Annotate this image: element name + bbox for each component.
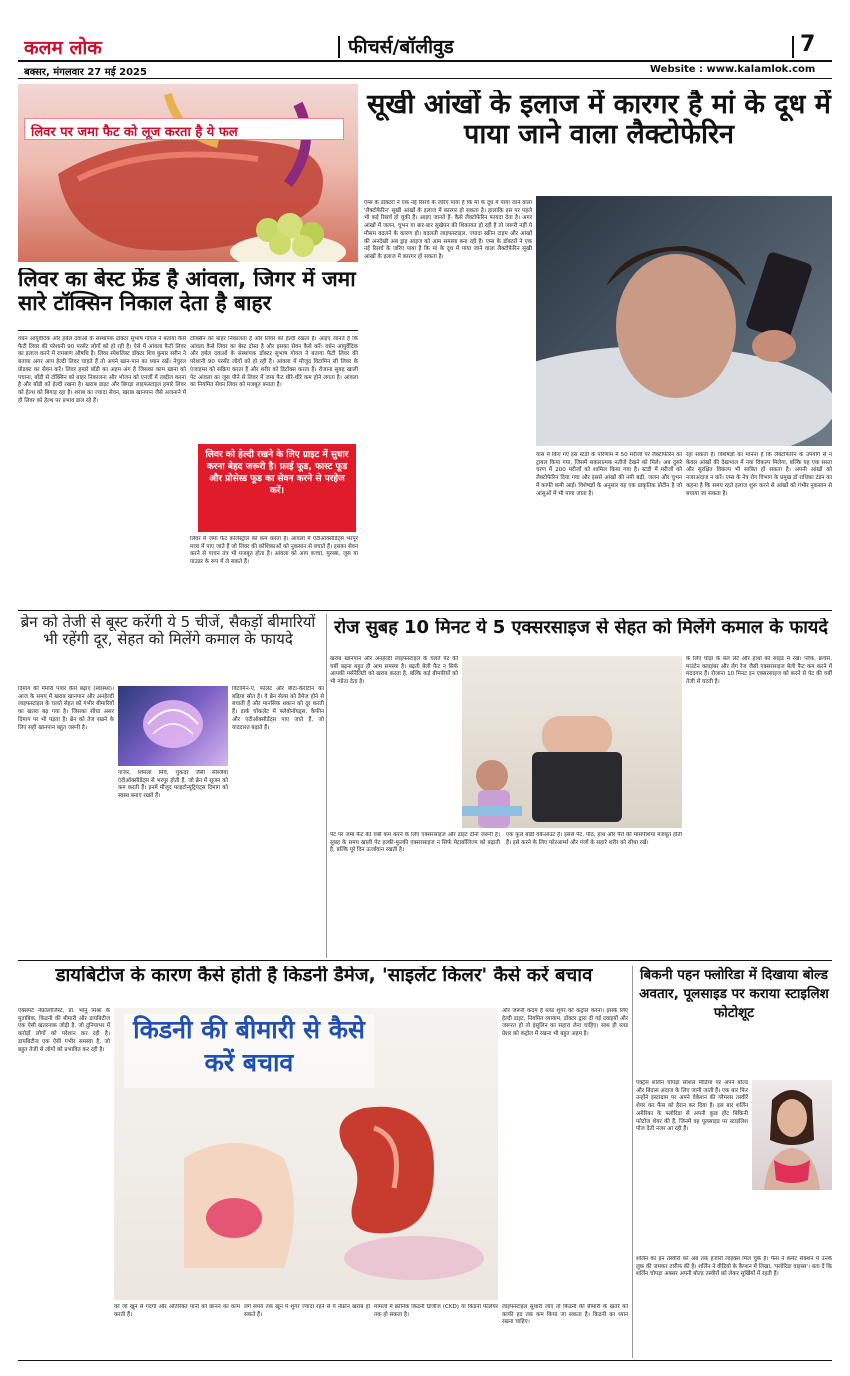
section-title: फीचर्स/बॉलीवुड bbox=[348, 36, 454, 58]
bollywood-text-col2: शर्लिन का इन तस्वीरों को अब तक हजारों लाइक्स मिल चुके हैं। फैंस ने कमेंट सेक्शन में उनके लुक की जमकर तारीफ की है। शर्लिन ने वीडियो के कैप्शन में लिखा, 'फ्लोरिडा वाइब्स'। बता दें कि शर्लिन चोपड़ा अक्सर अपनी बोल्ड तस्वीरों को लेकर सुर्खियों में रहती हैं। bbox=[636, 1256, 832, 1278]
woman-in-bed-illustration bbox=[536, 196, 832, 446]
brain-text-col3: विटामिन-ए, फोलेट और बीटा-कैरोटीन का बढ़िया स्रोत है। ये ब्रेन सेल्स को डैमेज होने से बचाती हैं और मानसिक थकान को दूर करती हैं। डार्क चॉकलेट में फ्लेवोनॉयड्स, कैफीन और एंटीऑक्सीडेंट्स पाए जाते हैं, जो याददाश्त बढ़ाते हैं। bbox=[232, 686, 324, 731]
row-divider-1 bbox=[18, 610, 832, 611]
eyes-headline: सूखी आंखों के इलाज में कारगर है मां के दूध में पाया जाने वाला लैक्टोफेरिन bbox=[367, 90, 831, 151]
exercise-illustration bbox=[462, 656, 682, 828]
masthead-divider-left bbox=[338, 36, 340, 58]
brain-glow-illustration bbox=[118, 686, 228, 766]
brain-text-col2: गाजर, शिमला मिर्च, चुकंदर जैसी सब्जियां एंटीऑक्सीडेंट्स से भरपूर होती हैं, जो ब्रेन में सूजन को कम करती हैं। इनमें मौजूद फाइटोन्यूट्रिएंट्स दिमाग को स्वस्थ बनाए रखते हैं। bbox=[118, 770, 228, 800]
eyes-image bbox=[536, 196, 832, 446]
bollywood-image bbox=[752, 1080, 832, 1190]
exercise-text-col2: पेट पर जमा फैट की चर्बी कम करने के लिए एक्सरसाइज और डाइट दोनों जरूरी हैं। सुबह के समय खाली पेट हल्की-फुल्की एक्सरसाइज न सिर्फ मेटाबॉलिज्म को बढ़ाती है, बल्कि पूरे दिन ऊर्जावान रखती है। bbox=[330, 832, 500, 854]
liver-headline: लिवर का बेस्ट फ्रेंड है आंवला, जिगर में जमा सारे टॉक्सिन निकाल देता है बाहर bbox=[18, 268, 356, 315]
eyes-text-col2: यास में किए गए इस स्टडी के परिणाम में 50 मरीजों पर लैक्टोफेरिन का ट्रायल किया गया, जिसमें सकारात्मक नतीजे देखने को मिले। अब दुसरे चरण में 200 मरीजों को शामिल किया गया है। स्टडी में मरीजों को लैक्टोफेरिन दिया गया और इससे आंखों की नमी बढ़ी, जलन और चुभन में काफी कमी आई। विशेषज्ञों के अनुसार यह एक प्राकृतिक प्रोटीन है जो आंसुओं में भी पाया जाता है। bbox=[536, 452, 682, 497]
brain-image bbox=[118, 686, 228, 766]
bollywood-headline: बिकनी पहन फ्लोरिडा में दिखाया बोल्ड अवतार, पूलसाइड पर कराया स्टाइलिश फोटोशूट bbox=[639, 967, 829, 1021]
masthead-rule bbox=[18, 60, 832, 62]
masthead-divider-right bbox=[792, 36, 794, 58]
kidney-image-text: किडनी की बीमारी से कैसे करें बचाव bbox=[124, 1014, 374, 1088]
footer-rule bbox=[18, 1360, 832, 1361]
exercise-text-col1: खराब खानपान और अनहेल्दी लाइफस्टाइल के चलते पेट की चर्बी बढ़ना बहुत ही आम समस्या है। बढ़ती बेली फैट न सिर्फ आपकी पर्सनैलिटी को खराब करता है, बल्कि कई बीमारियों को भी न्योता देता है। bbox=[330, 656, 458, 686]
exercise-text-col4: के लिए घोड़ा के बल लेटें और हाथों को साइड में रखें। प्लैंक, क्रंचेस, माउंटेन क्लाइंबर और लेग रेज जैसी एक्सरसाइज बेली फैट कम करने में मददगार हैं। रोजाना 10 मिनट इन एक्सरसाइज को करने से पेट की चर्बी तेजी से घटती है। bbox=[686, 656, 832, 686]
vertical-divider-mid bbox=[326, 614, 327, 958]
eyes-text-col3: रहा सकता है। विशेषज्ञों का मानना है कि लैक्टोफेरिन के उपयोग से न केवल आंखों की देखभाल में नया विकल्प मिलेगा, बल्कि यह एक सस्ता और सुरक्षित विकल्प भी साबित हो सकता है। अपनी आंखों को नजरअंदाज न करें। एम्स के नेत्र रोग विभाग के प्रमुख डॉ राधिका टंडन का कहना है कि समय रहते इलाज शुरू करने से आंखों को गंभीर नुकसान से बचाया जा सकता है। bbox=[686, 452, 832, 497]
kidney-headline: डायबिटीज के कारण कैसे होती है किडनी डैमेज, 'साइलेंट किलर' कैसे करें बचाव bbox=[55, 966, 593, 986]
liver-illustration bbox=[18, 84, 358, 262]
kidney-text-col4: और जरूरी कदम है ब्लड शुगर को कंट्रोल करना। इसके लिए हेल्दी डाइट, नियमित व्यायाम, डॉक्टर द्वारा दी गई दवाइयों और जरूरत हो तो इंसुलिन का सहारा लेना चाहिए। साथ ही ब्लड प्रेशर को कंट्रोल में रखना भी बहुत अहम है। bbox=[502, 1008, 628, 1038]
exercise-headline: रोज सुबह 10 मिनट ये 5 एक्सरसाइज से सेहत को मिलेंगे कमाल के फायदे bbox=[334, 618, 828, 638]
liver-callout: लिवर को हेल्दी रखने के लिए ग्राइट में सुधार करना बेहद जरूरी है। फ्राई फूड, फास्ट फूड और प्रोसेस्ड फूड का सेवन करने से परहेज करें। bbox=[198, 444, 356, 532]
brain-text-col1: दिमाग की मेमोरी पावर कैसे बढ़ाएं (स्वास्थ्य)। आज के समय में खराब खानपान और अनहेल्दी लाइफस्टाइल के चलते सेहत को गंभीर बीमारियों का खतरा बढ़ गया है। जिसका सीधा असर दिमाग पर भी पड़ता है। ब्रेन को तेज रखने के लिए सही खानपान बहुत जरूरी है। bbox=[18, 686, 114, 731]
vertical-divider-bottom bbox=[632, 966, 633, 1358]
newspaper-title: कलम लोक bbox=[24, 37, 102, 59]
dateline: बक्सर, मंगलवार 27 मई 2025 bbox=[24, 67, 147, 78]
liver-image-caption: लिवर पर जमा फैट को लूज करता है ये फल bbox=[24, 118, 344, 140]
exercise-image bbox=[462, 656, 682, 828]
page-number: 7 bbox=[800, 32, 816, 57]
row-divider-2 bbox=[18, 960, 832, 961]
eyes-text-col1: एम्स के डॉक्टरों ने एक नई रिसर्च के जरिए पाया है कि मां के दूध में पाया जाने वाला 'लैक्टोफेरिन' सूखी आंखों के इलाज में कारगर हो सकता है। हालांकि इस पर पहले भी कई रिसर्च हो चुकी हैं। आइए जानते हैं- कैसे लैक्टोफेरिन फायदा देता है। अगर आंखों में जलन, चुभन या बार-बार सूखेपन की शिकायत हो रही है तो जरूरी नहीं ये मौसम बदलने के कारण हो। बदलती लाइफस्टाइल, ज्यादा स्क्रीन टाइम और आंखों की अनदेखी अब ड्राइ आइज को आम समस्या बना रही है। एम्स के डॉक्टरों ने एक नई रिसर्च के जरिए पाया है कि मां के दूध में पाया जाने वाला लैक्टोफेरिन सूखी आंखों के इलाज में कारगर हो सकता है। bbox=[364, 200, 532, 261]
brain-headline: ब्रेन को तेजी से बूस्ट करेंगी ये 5 चीजें, सैकड़ों बीमारियों भी रहेंगी दूर, सेहत को मिलेंगे कमाल के फायदे bbox=[20, 614, 316, 648]
kidney-text-col2: को जो खून से गंदगी और अतिरिक्त पानी को छानने का काम करती हैं। bbox=[114, 1304, 240, 1318]
kidney-text-col3: लगे समय तक खून में शुगर ज्यादा रहने से ये नेफ्रॉन खराब हो सकते हैं। bbox=[244, 1304, 370, 1318]
liver-image bbox=[18, 84, 358, 262]
bollywood-text-col1: एक्ट्रेस शर्लिन चोपड़ा सोशल मीडिया पर अपने बोल्ड और बिंदास अंदाज के लिए जानी जाती हैं। एक बार फिर उन्होंने इंस्टाग्राम पर अपने वेकेशन की ग्लैमरस तस्वीरें शेयर कर फैंस को हैरान कर दिया है। इस बार शर्लिन अमेरिका के फ्लोरिडा से अपनी कुछ हॉट बिकिनी फोटोज शेयर की हैं, जिनमें वह पूलसाइड पर स्टाइलिश पोज देती नजर आ रही हैं। bbox=[636, 1080, 748, 1133]
kidney-text-col1: एक्सपर्ट नेफ्रोलॉजिस्ट, डॉ. भानु मिश्रा के मुताबिक, किडनी की बीमारी और डायबिटीज एक ऐसी खतरनाक जोड़ी है, जो दुनियाभर में करोड़ों लोगों को परेशान कर रही है। डायबिटीज एक ऐसी गंभीर समस्या है, जो बहुत तेजी से लोगों को प्रभावित कर रही है। bbox=[18, 1008, 110, 1053]
website: Website : www.kalamlok.com bbox=[650, 64, 816, 75]
liver-text-col3: लिवर में जमा फैट कोलेस्ट्रॉल को कम करता है। आंवला में एंटीऑक्सीडेंट्स भरपूर मात्रा में पाए जाते हैं जो लिवर की कोशिकाओं को नुकसान से बचाते हैं। इसका सेवन करने से पाचन तंत्र भी मजबूत होता है। आंवला को आप कच्चा, मुरब्बा, जूस या पाउडर के रूप में ले सकते हैं। bbox=[190, 536, 358, 566]
actress-portrait bbox=[752, 1080, 832, 1190]
liver-text-col2: टॉक्सिन को बाहर निकालता है और लिवर को हेल्दी रखता है। आइए जानते हैं कि आंवला कैसे लिवर का बेस्ट दोस्त है और इसका सेवन कैसे करें। वर्धन आयुर्वेदिक और हर्बल दवाओं के संस्थापक डॉक्टर सुभाष गोयल ने बताया फैटी लिवर की परेशानी 90 परसेंट लोगों को हो रही है। आंवला में मौजूद विटामिन सी लिवर के एंजाइम्स को सक्रिय करता है और शरीर को डिटॉक्स करता है। रोजाना सुबह खाली पेट आंवला का जूस पीने से लिवर में जमा फैट धीरे-धीरे कम होने लगता है। आंवला का नियमित सेवन लिवर को मजबूत बनाता है। bbox=[190, 336, 358, 389]
kidney-text-col5: मामलों में क्रॉनिक किडनी डिजीज (CKD) या किडनी फेलियर तक हो सकता है। bbox=[374, 1304, 498, 1318]
liver-headline-rule bbox=[18, 330, 358, 331]
exercise-text-col3: एक फुल बॉडी वर्कआउट है। इससे पेट, पीठ, हाथ और पैरों की मांसपेशियां मजबूत होती हैं। इसे करने के लिए फोरआर्म्स और पंजों के सहारे शरीर को सीधा रखें। bbox=[506, 832, 682, 846]
kidney-text-col6: लाइफस्टाइल सुधारी जाए तो किडनी की बीमारी के खतरे को काफी हद तक कम किया जा सकता है। किडनी का ध्यान रखना चाहिए। bbox=[502, 1304, 628, 1326]
liver-text-col1: वर्धन आयुर्वेदिक और हर्बल दवाओं के संस्थापक डॉक्टर सुभाष गोयल ने बताया कैसे फैटी लिवर की परेशानी 90 परसेंट लोगों को हो रही है। ऐसे में आंवला फैटी लिवर का इलाज करने में रामबाण औषधि है। लिवर स्पेशलिस्ट डॉक्टर शिव कुमार सरीन ने बताया अगर आप हेल्दी लिवर चाहते हैं तो अपने खान-पान का ध्यान रखें। नेचुरल प्रोडक्ट का सेवन करें। लिवर हमारे बॉडी का अहम अंग है जिसका काम खाना को पचाना, बॉडी से टॉक्सिन को बाहर निकालना और भोजन को एनर्जी में तब्दील करना है और बॉडी को हेल्दी रखना है। खराब डाइट और बिगड़ा लाइफस्टाइल हमारे लिवर को हेल्थ को बिगाड़ रहा है। शराब का ज्यादा सेवन, खराब खानपान जैसे अजनाने में ही लिवर को हेल्थ पर प्रभाव डाल रहे हैं। bbox=[18, 336, 186, 404]
dateline-rule bbox=[18, 78, 832, 79]
